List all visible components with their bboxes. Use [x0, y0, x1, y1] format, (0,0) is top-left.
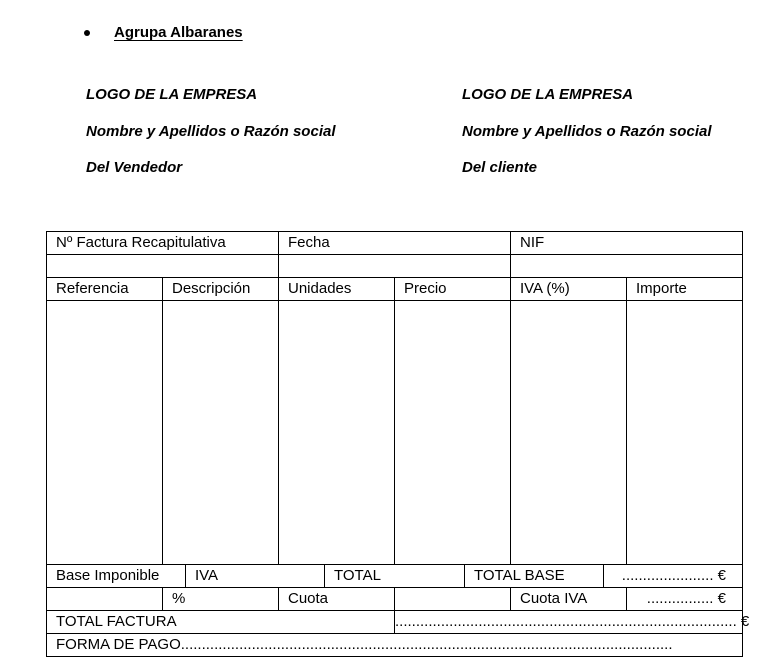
column-header-price: Precio: [395, 278, 511, 300]
bullet-icon: [84, 30, 90, 36]
vat-blank-cell: [47, 588, 163, 610]
client-block: [462, 86, 712, 196]
items-description-cell[interactable]: [163, 301, 279, 564]
column-header-description: Descripción: [163, 278, 279, 300]
cuota-iva-value[interactable]: ................ €: [646, 590, 726, 607]
items-header-row: [46, 277, 743, 300]
total-base-value[interactable]: ...................... €: [621, 567, 726, 584]
iva-label: IVA: [186, 565, 325, 587]
total-factura-value[interactable]: .................................................................................. €: [395, 613, 750, 630]
total-invoice-row: [46, 610, 750, 633]
vat-row: [46, 587, 743, 610]
nif-value[interactable]: [511, 255, 742, 277]
base-imponible-label: Base Imponible: [47, 565, 186, 587]
total-base-label: TOTAL BASE: [465, 565, 604, 587]
invoice-number-value[interactable]: [47, 255, 279, 277]
items-reference-cell[interactable]: [47, 301, 163, 564]
client-name-label: Nombre y Apellidos o Razón social: [462, 122, 712, 140]
percent-label: %: [163, 588, 279, 610]
date-label: Fecha: [279, 232, 511, 254]
invoice-header-row: [46, 231, 743, 254]
payment-method-row: [46, 633, 743, 657]
items-amount-cell[interactable]: [627, 301, 742, 564]
column-header-vat-percent: IVA (%): [511, 278, 627, 300]
seller-name-label: Nombre y Apellidos o Razón social: [86, 122, 336, 140]
nif-label: NIF: [520, 234, 545, 251]
items-units-cell[interactable]: [279, 301, 395, 564]
totals-header-row: [46, 564, 743, 587]
invoice-values-row: [46, 254, 743, 277]
column-header-reference: Referencia: [47, 278, 163, 300]
section-title: Agrupa Albaranes: [114, 24, 243, 41]
items-price-cell[interactable]: [395, 301, 511, 564]
client-role-label: Del cliente: [462, 159, 538, 176]
items-vat-cell[interactable]: [511, 301, 627, 564]
section-heading: [84, 24, 243, 41]
date-value[interactable]: [279, 255, 511, 277]
total-factura-label: TOTAL FACTURA: [47, 611, 395, 633]
client-logo-label: LOGO DE LA EMPRESA: [462, 86, 634, 103]
column-header-units: Unidades: [279, 278, 395, 300]
seller-block: [86, 86, 336, 196]
total-label: TOTAL: [325, 565, 465, 587]
column-header-amount: Importe: [636, 280, 687, 297]
cuota-value[interactable]: [395, 588, 511, 610]
forma-de-pago-label[interactable]: FORMA DE PAGO......................................................................................................................: [56, 636, 673, 653]
seller-role-label: Del Vendedor: [86, 159, 183, 176]
invoice-number-label: Nº Factura Recapitulativa: [47, 232, 279, 254]
seller-logo-label: LOGO DE LA EMPRESA: [86, 86, 258, 103]
cuota-label: Cuota: [279, 588, 395, 610]
cuota-iva-label: Cuota IVA: [511, 588, 627, 610]
items-body-row: [46, 300, 743, 564]
